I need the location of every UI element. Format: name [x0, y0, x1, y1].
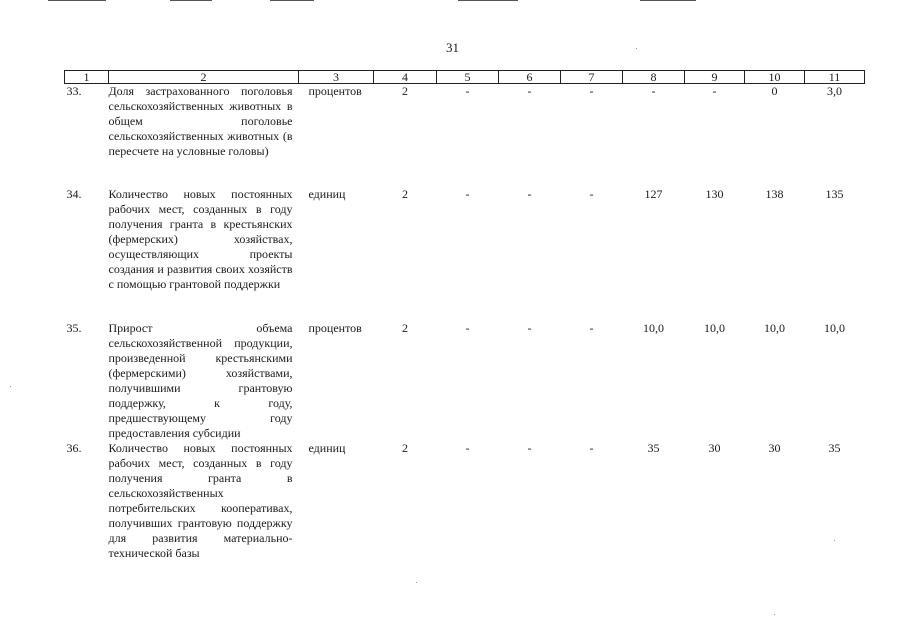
value-cell: 135: [825, 187, 844, 201]
value-cell: -: [465, 84, 470, 98]
value-cell: -: [589, 187, 594, 201]
value-cell: 2: [402, 84, 408, 98]
indicator-name: Доля застрахованного поголовья сельскохозяйственных животных в общем поголовье сельскохозяйственных животных (в пересчете на условные головы): [108, 84, 293, 158]
scan-speck: [10, 386, 11, 387]
value-cell: 2: [402, 321, 408, 335]
indicators-table: [64, 70, 865, 571]
table-row: [65, 187, 865, 321]
column-header: 11: [805, 71, 865, 84]
column-header: 1: [65, 71, 109, 84]
value-cell: 30: [708, 441, 721, 455]
value-cell: -: [589, 441, 594, 455]
table-row: [65, 321, 865, 441]
column-header: 6: [499, 71, 561, 84]
value-cell: 0: [771, 84, 778, 98]
value-cell: -: [465, 187, 470, 201]
value-cell: -: [527, 441, 532, 455]
value-cell: 138: [765, 187, 784, 201]
value-cell: 30: [768, 441, 781, 455]
page-number: 31: [446, 40, 459, 55]
table-row: [65, 84, 865, 188]
value-cell: -: [527, 321, 532, 335]
indicator-name: Прирост объема сельскохозяйственной продукции, произведенной крестьянскими (фермерскими) хозяйствами, получившими грантовую поддержку, к году, предшествующему году предоставления субсидии: [108, 321, 293, 440]
value-cell: -: [589, 84, 594, 98]
column-numbers-row: [65, 71, 865, 84]
value-cell: 35: [828, 441, 841, 455]
value-cell: 3,0: [827, 84, 842, 98]
row-number: 36.: [66, 441, 82, 455]
table-row: [65, 441, 865, 571]
value-cell: 10,0: [643, 321, 664, 335]
scan-speck: [636, 48, 637, 49]
value-cell: -: [527, 187, 532, 201]
scan-speck: [834, 540, 835, 541]
value-cell: 10,0: [824, 321, 845, 335]
value-cell: -: [589, 321, 594, 335]
column-header: 10: [745, 71, 805, 84]
row-number: 33.: [66, 84, 82, 98]
unit-cell: процентов: [308, 321, 362, 335]
scan-speck: [416, 582, 417, 583]
column-header: 5: [437, 71, 499, 84]
value-cell: -: [651, 84, 656, 98]
column-header: 8: [623, 71, 685, 84]
value-cell: 10,0: [704, 321, 725, 335]
row-number: 35.: [66, 321, 82, 335]
value-cell: -: [465, 441, 470, 455]
value-cell: 130: [705, 187, 724, 201]
column-header: 7: [561, 71, 623, 84]
unit-cell: единиц: [308, 187, 346, 201]
indicator-name: Количество новых постоянных рабочих мест, созданных в году получения гранта в крестьянских (фермерских) хозяйствах, осуществляющих проекты создания и развития своих хозяйств с помощью грантовой поддержки: [108, 187, 293, 291]
column-header: 2: [109, 71, 299, 84]
value-cell: 2: [402, 441, 408, 455]
column-header: 4: [374, 71, 437, 84]
value-cell: -: [527, 84, 532, 98]
indicator-name: Количество новых постоянных рабочих мест, созданных в году получения гранта в сельскохозяйственных потребительских кооперативах, получивших грантовую поддержку для развития материально-технической базы: [108, 441, 293, 560]
unit-cell: процентов: [308, 84, 362, 98]
scan-speck: [774, 614, 775, 615]
value-cell: -: [712, 84, 717, 98]
unit-cell: единиц: [308, 441, 346, 455]
row-number: 34.: [66, 187, 82, 201]
value-cell: 10,0: [764, 321, 785, 335]
value-cell: 35: [647, 441, 660, 455]
value-cell: 127: [644, 187, 663, 201]
value-cell: 2: [402, 187, 408, 201]
value-cell: -: [465, 321, 470, 335]
column-header: 9: [685, 71, 745, 84]
column-header: 3: [299, 71, 374, 84]
